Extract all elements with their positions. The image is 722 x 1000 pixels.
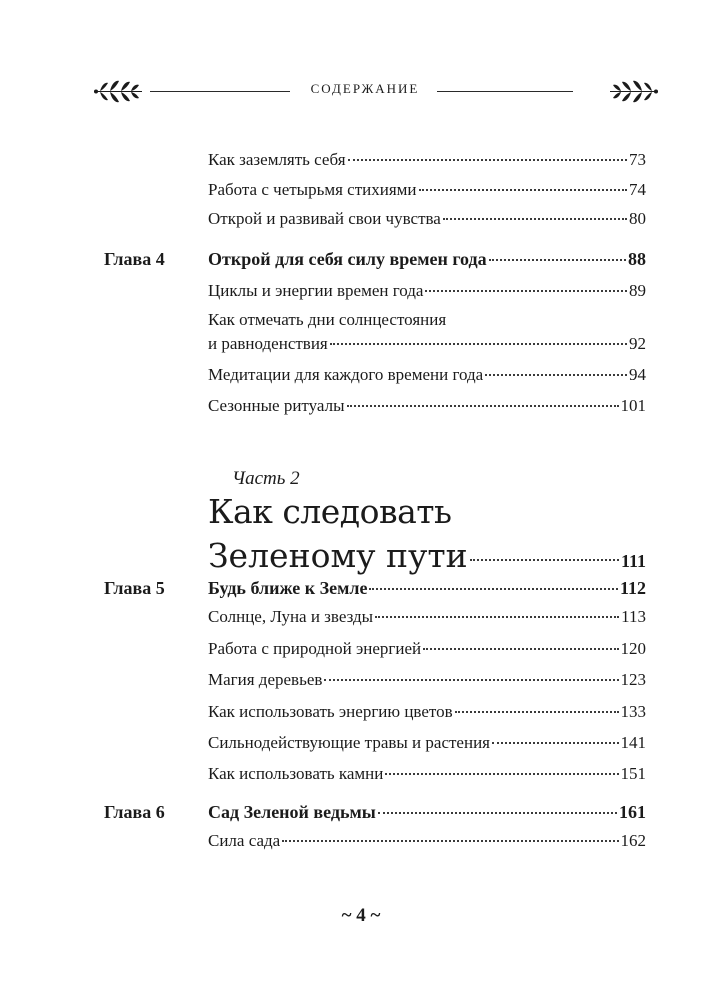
chapter-page: 161	[619, 802, 646, 822]
toc-entry-title: Сильнодействующие травы и растения	[208, 733, 490, 752]
header-title: СОДЕРЖАНИЕ	[310, 81, 420, 96]
dot-leader	[369, 588, 618, 590]
dot-leader	[492, 742, 619, 744]
toc-entry-page: 113	[621, 607, 646, 626]
page-number: ~ 4 ~	[341, 905, 381, 926]
toc-entry[interactable]	[208, 209, 646, 229]
toc-entry-page: 120	[620, 639, 646, 658]
toc-entry-title: Как заземлять себя	[208, 150, 346, 169]
toc-entry[interactable]	[208, 702, 646, 722]
toc-entry-page: 73	[629, 150, 646, 169]
toc-entry[interactable]	[208, 764, 646, 784]
dot-leader	[455, 711, 619, 713]
toc-entry[interactable]	[208, 639, 646, 659]
dot-leader	[489, 259, 626, 261]
toc-entry[interactable]	[208, 831, 646, 851]
chapter-heading[interactable]	[208, 249, 646, 269]
dot-leader	[324, 679, 618, 681]
dot-leader	[443, 218, 627, 220]
chapter-label: Глава 5	[104, 578, 165, 598]
toc-entry-title: Циклы и энергии времен года	[208, 281, 424, 300]
toc-entry[interactable]	[208, 334, 646, 354]
toc-entry-page: 94	[629, 365, 646, 384]
part-page: 111	[620, 551, 646, 571]
toc-entry-page: 92	[629, 334, 646, 353]
part-label: Часть 2	[232, 468, 300, 489]
leaf-ornament-icon	[608, 74, 660, 108]
toc-entry-page: 141	[620, 733, 646, 752]
chapter-page: 88	[628, 249, 646, 269]
dot-leader	[419, 189, 627, 191]
chapter-page: 112	[619, 578, 646, 598]
header-rule-right	[437, 91, 573, 92]
dot-leader	[378, 812, 617, 814]
chapter-label: Глава 4	[104, 249, 165, 269]
toc-entry-title: и равноденствия	[208, 334, 328, 353]
toc-entry-title: Солнце, Луна и звезды	[208, 607, 374, 626]
toc-entry-page: 151	[620, 764, 646, 783]
dot-leader	[282, 840, 618, 842]
toc-entry-page: 101	[620, 396, 646, 415]
toc-entry[interactable]	[208, 365, 646, 385]
toc-entry[interactable]	[208, 733, 646, 753]
toc-entry-title: Магия деревьев	[208, 670, 323, 689]
dot-leader	[425, 290, 627, 292]
header-rule-left	[150, 91, 290, 92]
part-heading[interactable]	[208, 536, 646, 581]
dot-leader	[470, 559, 619, 561]
toc-entry-page: 74	[629, 180, 646, 199]
page-header	[0, 72, 722, 112]
chapter-title: Открой для себя силу времен года	[208, 249, 487, 269]
toc-entry-page: 123	[620, 670, 646, 689]
toc-entry[interactable]	[208, 180, 646, 200]
toc-entry[interactable]	[208, 281, 646, 301]
toc-entry-page: 89	[629, 281, 646, 300]
toc-entry[interactable]	[208, 607, 646, 627]
toc-entry-title: Работа с четырьмя стихиями	[208, 180, 417, 199]
chapter-title: Будь ближе к Земле	[208, 578, 368, 598]
dot-leader	[347, 405, 619, 407]
leaf-ornament-icon	[92, 74, 144, 108]
dot-leader	[375, 616, 619, 618]
toc-entry[interactable]	[208, 396, 646, 416]
toc-entry-title: Как использовать камни	[208, 764, 384, 783]
dot-leader	[423, 648, 618, 650]
toc-entry-page: 162	[620, 831, 646, 850]
chapter-heading[interactable]	[208, 578, 646, 598]
part-title-line2: Зеленому пути	[208, 536, 468, 575]
chapter-heading[interactable]	[208, 802, 646, 822]
chapter-label: Глава 6	[104, 802, 165, 822]
chapter-title: Сад Зеленой ведьмы	[208, 802, 376, 822]
dot-leader	[348, 159, 627, 161]
toc-entry-title: Как использовать энергию цветов	[208, 702, 453, 721]
toc-entry-title: Сезонные ритуалы	[208, 396, 345, 415]
toc-entry-page: 80	[629, 209, 646, 228]
dot-leader	[385, 773, 618, 775]
toc-entry[interactable]	[208, 150, 646, 170]
toc-entry-title: Открой и развивай свои чувства	[208, 209, 441, 228]
toc-entry[interactable]	[208, 670, 646, 690]
part-title-line1[interactable]: Как следовать	[208, 492, 452, 531]
toc-entry-title: Работа с природной энергией	[208, 639, 422, 658]
toc-entry-title: Сила сада	[208, 831, 281, 850]
toc-entry-title-line1[interactable]: Как отмечать дни солнцестояния	[208, 310, 447, 329]
toc-entry-title: Медитации для каждого времени года	[208, 365, 484, 384]
toc-entry-page: 133	[620, 702, 646, 721]
dot-leader	[330, 343, 627, 345]
dot-leader	[485, 374, 627, 376]
